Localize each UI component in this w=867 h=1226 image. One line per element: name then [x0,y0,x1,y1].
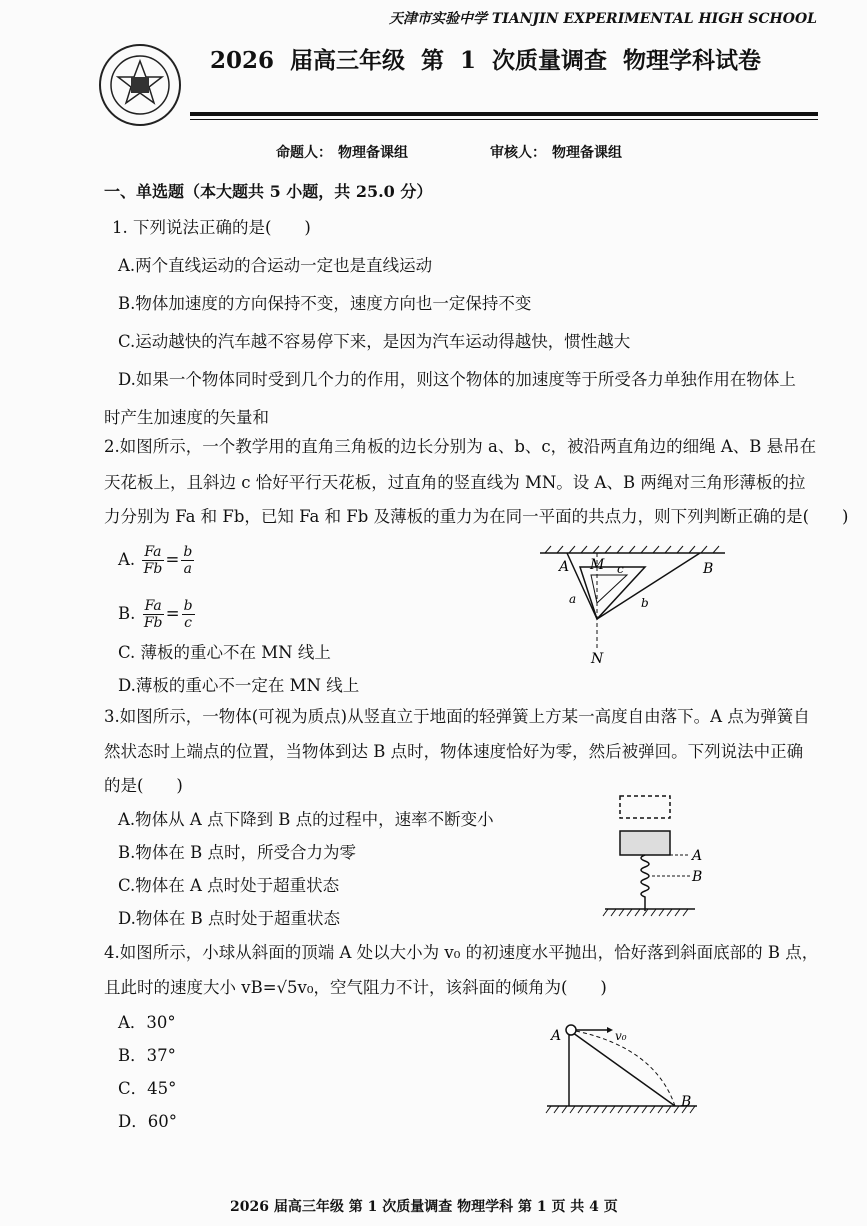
authors-line [276,142,628,162]
q4-option-a: A．30° [118,1013,176,1032]
exam-title: 2026 届高三年级 第 1 次质量调查 物理学科试卷 [210,47,762,74]
q2-b-eq: = [165,604,180,623]
q2-stem-2: 天花板上，且斜边 c 恰好平行天花板，过直角的竖直线为 MN。设 A、B 两绳对三角形薄板的拉 [104,473,806,492]
author-name: 物理备课组 [338,145,408,161]
school-logo [98,43,182,127]
section-heading: 一、单选题（本大题共 5 小题，共 25.0 分） [104,182,433,201]
q4-stem-1: 4.如图所示，小球从斜面的顶端 A 处以大小为 v₀ 的初速度水平抛出，恰好落到斜面底部的 B 点， [104,943,819,962]
title-rule-thin [190,119,818,120]
title-rule [190,112,818,116]
q4-fig-label-b: B [681,1094,692,1110]
q2-a-rhs-den: a [183,561,193,577]
q3-stem-2: 然状态时上端点的位置，当物体到达 B 点时，物体速度恰好为零，然后被弹回。下列说法中正确 [104,742,804,761]
q2-a-eq: = [165,550,180,569]
q1-option-b: B.物体加速度的方向保持不变，速度方向也一定保持不变 [118,294,532,313]
q4-incline-figure [545,1018,705,1118]
q2-fig-label-c: c [617,562,624,576]
q4-fig-label-a: A [551,1028,562,1044]
q4-option-c: C．45° [118,1079,177,1098]
q2-option-b [118,598,197,631]
q2-a-rhs-frac [181,544,194,577]
q1-option-d-cont: 时产生加速度的矢量和 [104,408,269,427]
q2-fig-label-b-point: B [703,561,714,577]
q3-stem-3: 的是( ) [104,776,183,795]
q2-stem-1: 2.如图所示，一个教学用的直角三角板的边长分别为 a、b、c，被沿两直角边的细绳 A、B 悬吊在 [104,437,817,456]
q2-b-rhs-den: c [184,615,192,631]
q3-option-a: A.物体从 A 点下降到 B 点的过程中，速率不断变小 [118,810,494,829]
q4-fig-label-v0: v₀ [615,1029,627,1043]
q2-option-d: D.薄板的重心不一定在 MN 线上 [118,676,360,695]
q3-spring-figure [600,793,710,918]
q2-a-lhs-den: Fb [143,561,163,577]
q2-fig-label-m: M [590,557,605,573]
reviewer-label: 审核人： [490,145,546,161]
q4-option-d: D．60° [118,1112,177,1131]
q2-a-lhs-frac [142,544,163,577]
q2-fig-label-a: a [569,592,577,606]
q3-fig-label-a: A [692,848,703,864]
q1-option-a: A.两个直线运动的合运动一定也是直线运动 [118,256,433,275]
q2-a-label: A. [118,550,136,569]
q1-stem: 1. 下列说法正确的是( ) [112,218,311,237]
q2-triangle-figure [535,545,740,670]
q2-option-a [118,544,196,577]
page-footer: 2026 届高三年级 第 1 次质量调查 物理学科 第 1 页 共 4 页 [230,1199,618,1215]
q2-a-lhs-num: Fa [144,544,162,560]
reviewer-name: 物理备课组 [552,145,622,161]
q2-b-label: B. [118,604,136,623]
q2-stem-3: 力分别为 Fa 和 Fb，已知 Fa 和 Fb 及薄板的重力为在同一平面的共点力，则下列判断正确的是( ) [104,507,849,526]
q2-fig-label-a-point: A [559,559,570,575]
school-name: 天津市实验中学 TIANJIN EXPERIMENTAL HIGH SCHOOL [388,11,817,27]
q2-b-rhs-num: b [183,598,193,614]
q2-option-c: C. 薄板的重心不在 MN 线上 [118,643,331,662]
q2-b-lhs-num: Fa [144,598,162,614]
q3-stem-1: 3.如图所示，一物体(可视为质点)从竖直立于地面的轻弹簧上方某一高度自由落下。A 点为弹簧自 [104,707,810,726]
q2-fig-label-b: b [641,596,649,610]
q3-option-b: B.物体在 B 点时，所受合力为零 [118,843,356,862]
q2-b-lhs-den: Fb [143,615,163,631]
q1-option-d: D.如果一个物体同时受到几个力的作用，则这个物体的加速度等于所受各力单独作用在物体上 [118,370,796,389]
q1-option-c: C.运动越快的汽车越不容易停下来，是因为汽车运动得越快，惯性越大 [118,332,631,351]
q2-a-rhs-num: b [183,544,193,560]
q3-fig-label-b: B [692,869,703,885]
q2-b-rhs-frac [182,598,195,631]
q3-option-c: C.物体在 A 点时处于超重状态 [118,876,340,895]
author-label: 命题人： [276,145,332,161]
q2-fig-label-n: N [591,651,604,667]
q4-stem-2: 且此时的速度大小 vB=√5v₀，空气阻力不计，该斜面的倾角为( ) [104,978,607,997]
q2-b-lhs-frac [143,598,164,631]
q3-option-d: D.物体在 B 点时处于超重状态 [118,909,341,928]
q4-option-b: B．37° [118,1046,176,1065]
